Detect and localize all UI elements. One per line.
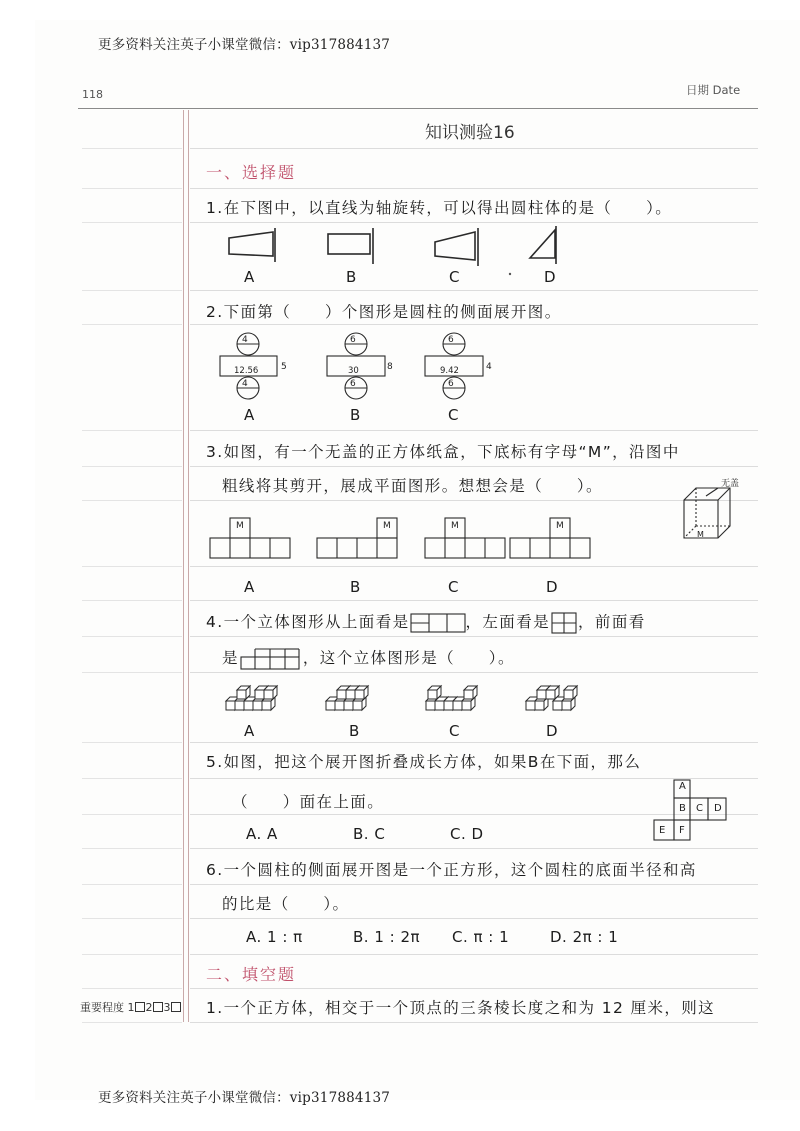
q4-text-question: ，这个立体图形是（ ）。 (302, 649, 515, 667)
q6-option-b: B. 1 : 2π (353, 928, 421, 946)
q4-option-b: B (349, 722, 360, 740)
q1-option-d: D (544, 268, 556, 286)
importance-checkbox-3[interactable] (171, 1002, 181, 1012)
ruled-line-margin (82, 430, 182, 431)
q2b-side: 8 (387, 362, 393, 372)
cube-face (253, 701, 262, 710)
cube-face (564, 690, 573, 699)
ruled-line-margin (82, 884, 182, 885)
watermark-bottom: 更多资料关注英子小课堂微信：vip317884137 (98, 1090, 391, 1106)
q5-net-e: E (659, 825, 666, 836)
date-header: 日期 Date (686, 83, 741, 97)
q2-option-b: B (350, 406, 361, 424)
q4-left-view-icon (550, 611, 578, 635)
margin-line-left (183, 110, 184, 1022)
cube-face (526, 701, 535, 710)
ruled-line-margin (82, 988, 182, 989)
q2c-bottom: 6 (448, 379, 454, 389)
cube-face (235, 701, 244, 710)
q3b-letter: M (383, 521, 391, 531)
q6-option-a: A. 1 : π (246, 928, 303, 946)
cube-face (226, 701, 235, 710)
ruled-line (190, 988, 758, 989)
importance-checkbox-1[interactable] (135, 1002, 145, 1012)
q3-option-a: A (244, 578, 255, 596)
q1-option-b: B (346, 268, 357, 286)
ruled-line-margin (82, 188, 182, 189)
q3-option-b: B (350, 578, 361, 596)
ruled-line (190, 500, 758, 501)
cube-face (553, 701, 562, 710)
q1-shapes (225, 226, 565, 270)
cube-face (353, 701, 362, 710)
q3a-letter: M (236, 521, 244, 531)
q3c-letter: M (451, 521, 459, 531)
question-5-line-2: （ ）面在上面。 (232, 793, 385, 811)
ruled-line-margin (82, 636, 182, 637)
ruled-line-margin (82, 148, 182, 149)
ruled-line (190, 466, 758, 467)
q4-front-view-icon (239, 647, 303, 671)
q2b-bottom: 6 (350, 379, 356, 389)
cube-face (535, 701, 544, 710)
section-heading-choice: 一、选择题 (206, 163, 297, 182)
question-5-line-1: 5.如图，把这个展开图折叠成长方体，如果B在下面，那么 (206, 753, 642, 771)
question-6-line-2: 的比是（ ）。 (222, 895, 350, 913)
q5-net-a: A (679, 781, 686, 792)
ruled-line (190, 742, 758, 743)
q3-open-cube (678, 482, 738, 542)
q2c-side: 4 (486, 362, 492, 372)
q4-solids (226, 682, 586, 720)
ruled-line (190, 918, 758, 919)
q6-option-c: C. π : 1 (452, 928, 510, 946)
cube-face (264, 690, 273, 699)
ruled-line (190, 1022, 758, 1023)
q3-nets (210, 516, 600, 560)
q5-net-c: C (696, 803, 703, 814)
ruled-line (190, 324, 758, 325)
q4-text-front: ，前面看 (578, 613, 646, 631)
ruled-line-margin (82, 324, 182, 325)
q2b-top: 6 (350, 335, 356, 345)
ruled-line (190, 954, 758, 955)
ruled-line (190, 290, 758, 291)
q4-option-a: A (244, 722, 255, 740)
section-heading-fill: 二、填空题 (206, 965, 297, 984)
ruled-line (190, 188, 758, 189)
q3d-letter: M (556, 521, 564, 531)
ruled-line (190, 636, 758, 637)
importance-level-3: 3 (163, 1001, 171, 1014)
cube-face (462, 701, 471, 710)
cube-face (562, 701, 571, 710)
cube-face (426, 701, 435, 710)
q4-text-left: ，左面看是 (465, 613, 551, 631)
cube-face (244, 701, 253, 710)
cube-face (464, 690, 473, 699)
ruled-line-margin (82, 848, 182, 849)
q5-net-b: B (679, 803, 686, 814)
ruled-line-margin (82, 918, 182, 919)
watermark-top: 更多资料关注英子小课堂微信：vip317884137 (98, 37, 391, 53)
cube-face (337, 690, 346, 699)
question-3-line-1: 3.如图，有一个无盖的正方体纸盒，下底标有字母“M”，沿图中 (206, 443, 680, 461)
cube-face (453, 701, 462, 710)
importance-level-1: 1 (127, 1001, 135, 1014)
q4-text-shi: 是 (222, 649, 239, 667)
cube-face (255, 690, 264, 699)
ruled-line-margin (82, 290, 182, 291)
q4-option-c: C (449, 722, 460, 740)
q2-option-a: A (244, 406, 255, 424)
q2a-top: 4 (242, 335, 248, 345)
cube-face (237, 690, 246, 699)
q5-option-a: A. A (246, 825, 278, 843)
q2a-mid: 12.56 (234, 366, 259, 376)
q4-option-d: D (546, 722, 558, 740)
q6-option-d: D. 2π : 1 (550, 928, 619, 946)
ruled-line (190, 222, 758, 223)
cube-face (262, 701, 271, 710)
q2b-mid: 30 (348, 366, 359, 376)
q4-text-top: 4.一个立体图形从上面看是 (206, 613, 410, 631)
question-6-line-1: 6.一个圆柱的侧面展开图是一个正方形，这个圆柱的底面半径和高 (206, 861, 697, 879)
cube-face (537, 690, 546, 699)
cube-face (344, 701, 353, 710)
fill-question-1: 1.一个正方体，相交于一个顶点的三条棱长度之和为 12 厘米，则这 (206, 999, 716, 1017)
ruled-line-margin (82, 566, 182, 567)
question-3-line-2: 粗线将其剪开，展成平面图形。想想会是（ ）。 (222, 477, 603, 495)
ruled-line-margin (82, 672, 182, 673)
ruled-line (190, 672, 758, 673)
cube-face (335, 701, 344, 710)
margin-line-right (188, 110, 189, 1022)
q4-top-view-icon (410, 612, 466, 634)
importance-level-2: 2 (145, 1001, 153, 1014)
ruled-line (190, 884, 758, 885)
q1-option-a: A (244, 268, 255, 286)
ruled-line-margin (82, 500, 182, 501)
q3-option-d: D (546, 578, 558, 596)
q2c-top: 6 (448, 335, 454, 345)
cube-face (546, 690, 555, 699)
q3-cube-letter: M (697, 530, 704, 539)
importance-checkbox-2[interactable] (153, 1002, 163, 1012)
cube-face (428, 690, 437, 699)
q5-option-b: B. C (353, 825, 386, 843)
q2a-bottom: 4 (242, 379, 248, 389)
ruled-line (190, 848, 758, 849)
page-number: 118 (82, 88, 103, 101)
ruled-line-margin (82, 742, 182, 743)
q3-lid-label: 无盖 (721, 479, 740, 489)
ruled-line-margin (82, 466, 182, 467)
cube-face (326, 701, 335, 710)
question-2: 2.下面第（ ）个图形是圆柱的侧面展开图。 (206, 303, 562, 321)
ruled-line-margin (82, 600, 182, 601)
cube-face (346, 690, 355, 699)
q2a-side: 5 (281, 362, 287, 372)
ruled-line (190, 600, 758, 601)
question-4-line-1 (206, 610, 646, 635)
page-title: 知识测验16 (425, 123, 515, 143)
ruled-line (190, 566, 758, 567)
ruled-line-margin (82, 1022, 182, 1023)
ruled-line (190, 430, 758, 431)
q2-option-c: C (448, 406, 459, 424)
q5-net-f: F (679, 825, 685, 836)
cube-face (444, 701, 453, 710)
ruled-line-margin (82, 778, 182, 779)
question-1: 1.在下图中，以直线为轴旋转，可以得出圆柱体的是（ ）。 (206, 199, 673, 217)
ruled-line-margin (82, 814, 182, 815)
ruled-line-margin (82, 222, 182, 223)
cube-face (435, 701, 444, 710)
q1-option-c: C (449, 268, 460, 286)
cube-face (355, 690, 364, 699)
header-line (78, 108, 758, 109)
importance-rating (80, 999, 182, 1015)
question-4-line-2 (222, 646, 515, 671)
q5-net-d: D (714, 803, 722, 814)
q2c-mid: 9.42 (440, 366, 459, 376)
q5-option-c: C. D (450, 825, 484, 843)
ruled-line-margin (82, 954, 182, 955)
importance-label: 重要程度 (80, 1001, 124, 1014)
ruled-line (190, 148, 758, 149)
q3-option-c: C (448, 578, 459, 596)
